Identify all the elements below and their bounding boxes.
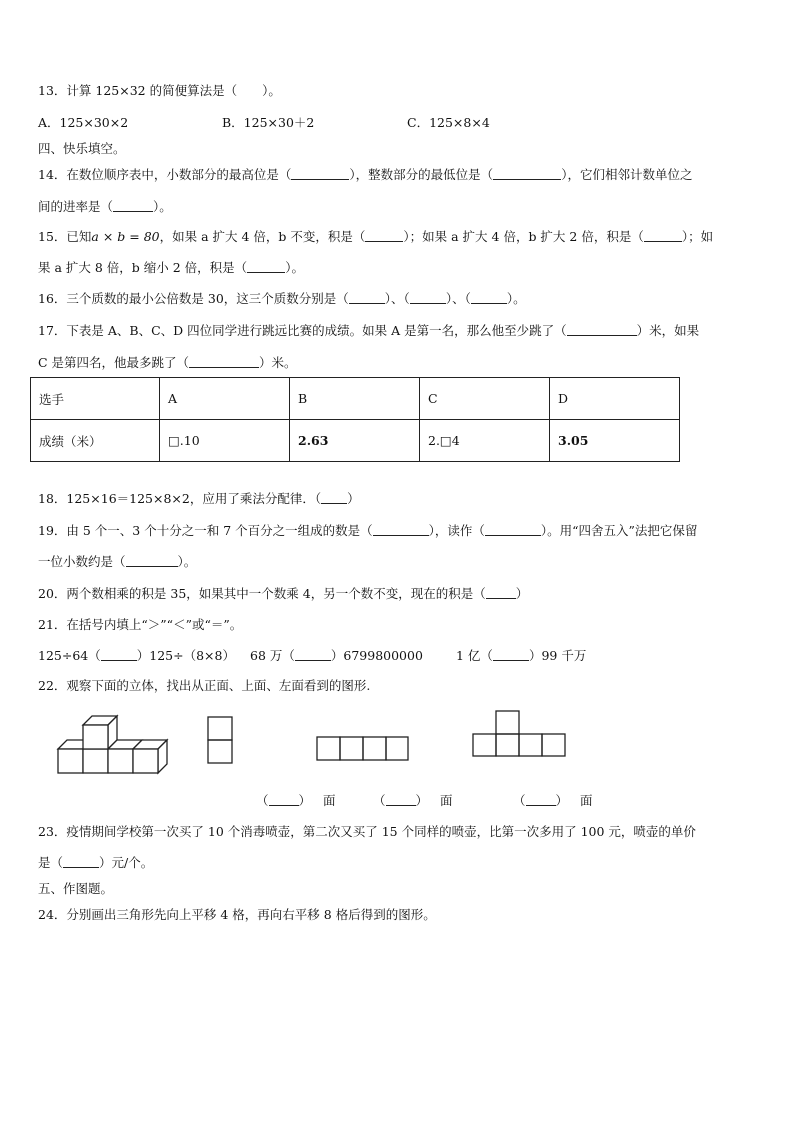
q22-blank-3[interactable] bbox=[526, 793, 556, 806]
table-cell: 成绩（米） bbox=[31, 420, 160, 462]
q20-stem: 20．两个数相乘的积是 35，如果其中一个数乘 4，另一个数不变，现在的积是（ ） bbox=[38, 586, 529, 601]
q13-option-b: B．125×30＋2 bbox=[222, 115, 315, 130]
q18-stem: 18．125×16＝125×8×2，应用了乘法分配律．（ ） bbox=[38, 491, 360, 506]
table-header-cell: A bbox=[160, 378, 290, 420]
table-cell: 2.63 bbox=[290, 420, 420, 462]
q15-line-1: 15．已知a × b = 80，如果 a 扩大 4 倍，b 不变，积是（ ）；如果 a 扩大 4 倍，b 扩大 2 倍，积是（ ）；如 bbox=[38, 229, 714, 244]
q22-stem: 22．观察下面的立体，找出从正面、上面、左面看到的图形. bbox=[38, 678, 371, 693]
q22-blank-1[interactable] bbox=[269, 793, 299, 806]
q23-line-2: 是（ ）元/个。 bbox=[38, 855, 154, 870]
table-cell: 2.□4 bbox=[420, 420, 550, 462]
q21-compare-2: 68 万（ ）6799800000 bbox=[250, 648, 423, 663]
q13-stem: 13．计算 125×32 的简便算法是（ ）。 bbox=[38, 83, 281, 98]
section-5-heading: 五、作图题。 bbox=[38, 881, 114, 896]
q15-expression: a × b = 80 bbox=[91, 229, 160, 244]
table-cell: □.10 bbox=[160, 420, 290, 462]
solid-figure bbox=[58, 716, 167, 773]
q21-compare-3: 1 亿（ ）99 千万 bbox=[456, 648, 587, 663]
view-two-stack bbox=[208, 717, 232, 763]
q13-option-a: A．125×30×2 bbox=[38, 115, 129, 130]
table-header-cell: D bbox=[550, 378, 680, 420]
q13-option-c: C．125×8×4 bbox=[407, 115, 490, 130]
q23-line-1: 23．疫情期间学校第一次买了 10 个消毒喷壶，第二次又买了 15 个同样的喷壶，比第一次多用了 100 元，喷壶的单价 bbox=[38, 824, 696, 839]
q22-label-2: （ ） 面 bbox=[373, 793, 453, 808]
table-header-cell: 选手 bbox=[31, 378, 160, 420]
q15-line-2: 果 a 扩大 8 倍，b 缩小 2 倍，积是（ ）。 bbox=[38, 260, 304, 275]
q17-line-2: C 是第四名，他最多跳了（ ）米。 bbox=[38, 355, 297, 370]
q21-stem: 21．在括号内填上“＞”“＜”或“＝”。 bbox=[38, 617, 243, 632]
q22-label-1: （ ） 面 bbox=[256, 793, 336, 808]
q22-label-3: （ ） 面 bbox=[513, 793, 593, 808]
q19-line-1: 19．由 5 个一、3 个十分之一和 7 个百分之一组成的数是（ ），读作（ ）。用“四舍五入”法把它保留 bbox=[38, 523, 698, 538]
q16-stem: 16．三个质数的最小公倍数是 30，这三个质数分别是（ ）、（ ）、（ ）。 bbox=[38, 291, 526, 306]
q23-blank[interactable] bbox=[63, 855, 99, 868]
table-cell: 3.05 bbox=[550, 420, 680, 462]
q14-line-2: 间的进率是（ ）。 bbox=[38, 199, 172, 214]
table-header-cell: B bbox=[290, 378, 420, 420]
q17-line-1: 17．下表是 A、B、C、D 四位同学进行跳远比赛的成绩。如果 A 是第一名，那么他至少跳了（ ）米，如果 bbox=[38, 323, 700, 338]
view-row-with-top bbox=[473, 711, 565, 756]
section-4-heading: 四、快乐填空。 bbox=[38, 141, 126, 156]
q22-blank-2[interactable] bbox=[386, 793, 416, 806]
view-four-row bbox=[317, 737, 408, 760]
q19-line-2: 一位小数约是（ ）。 bbox=[38, 554, 197, 569]
q24-stem: 24．分别画出三角形先向上平移 4 格，再向右平移 8 格后得到的图形。 bbox=[38, 907, 436, 922]
q21-compare-1: 125÷64（ ）125÷（8×8） bbox=[38, 648, 235, 663]
table-header-cell: C bbox=[420, 378, 550, 420]
q14-line-1: 14．在数位顺序表中，小数部分的最高位是（ ），整数部分的最低位是（ ），它们相邻计数单位之 bbox=[38, 167, 693, 182]
